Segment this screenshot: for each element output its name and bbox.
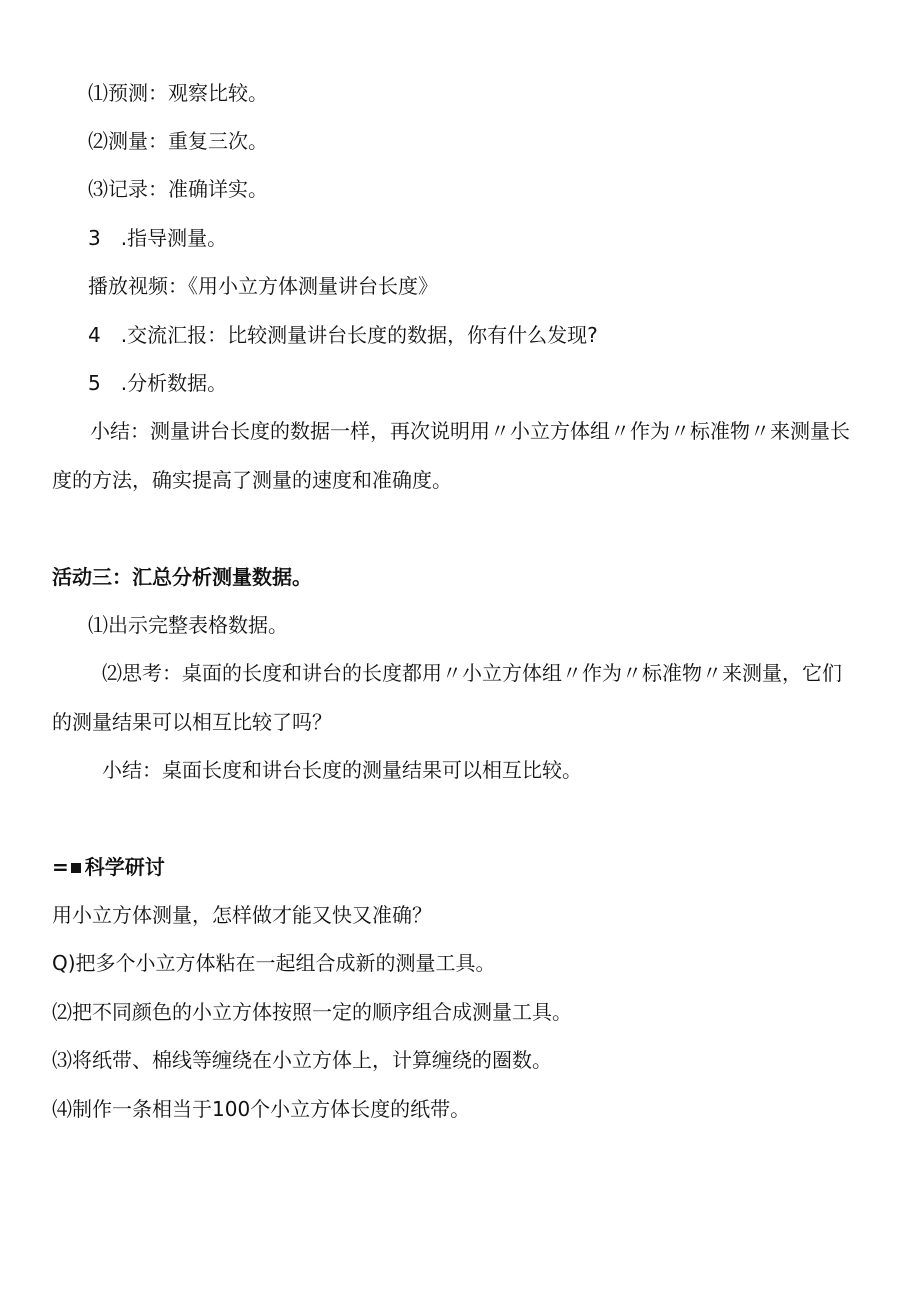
think-question-line-2: 的测量结果可以相互比较了吗？ [52, 710, 332, 734]
show-table-data: ⑴出示完整表格数据。 [88, 613, 288, 637]
summary-1-line-1: 小结：测量讲台长度的数据一样，再次说明用〃小立方体组〃作为〃标准物〃来测量长 [90, 419, 850, 443]
discussion-question: 用小立方体测量，怎样做才能又快又准确？ [52, 903, 432, 927]
summary-1-line-2: 度的方法，确实提高了测量的速度和准确度。 [52, 468, 452, 492]
heading-prefix: = [52, 855, 69, 879]
square-bullet-icon [71, 863, 81, 873]
think-question-line-1: ⑵思考：桌面的长度和讲台的长度都用〃小立方体组〃作为〃标准物〃来测量，它们 [102, 661, 842, 685]
science-discussion-heading [52, 854, 165, 880]
answer-3: ⑶将纸带、棉线等缠绕在小立方体上，计算缠绕的圈数。 [52, 1048, 552, 1072]
item-5-analyze: 5 .分析数据。 [88, 371, 228, 395]
play-video-line: 播放视频：《用小立方体测量讲台长度》 [88, 274, 438, 298]
summary-2: 小结：桌面长度和讲台长度的测量结果可以相互比较。 [102, 758, 582, 782]
item-4-report: 4 .交流汇报：比较测量讲台长度的数据，你有什么发现? [88, 323, 598, 347]
step-measure: ⑵测量：重复三次。 [88, 129, 268, 153]
answer-4: ⑷制作一条相当于100个小立方体长度的纸带。 [52, 1097, 471, 1121]
heading-text: 科学研讨 [84, 855, 165, 879]
answer-1: Q)把多个小立方体粘在一起组合成新的测量工具。 [52, 951, 496, 975]
step-predict: ⑴预测：观察比较。 [88, 81, 268, 105]
item-3-guide-measure: 3 .指导测量。 [88, 226, 228, 250]
activity-three-heading: 活动三：汇总分析测量数据。 [52, 565, 312, 589]
step-record: ⑶记录：准确详实。 [88, 177, 268, 201]
answer-2: ⑵把不同颜色的小立方体按照一定的顺序组合成测量工具。 [52, 1000, 572, 1024]
